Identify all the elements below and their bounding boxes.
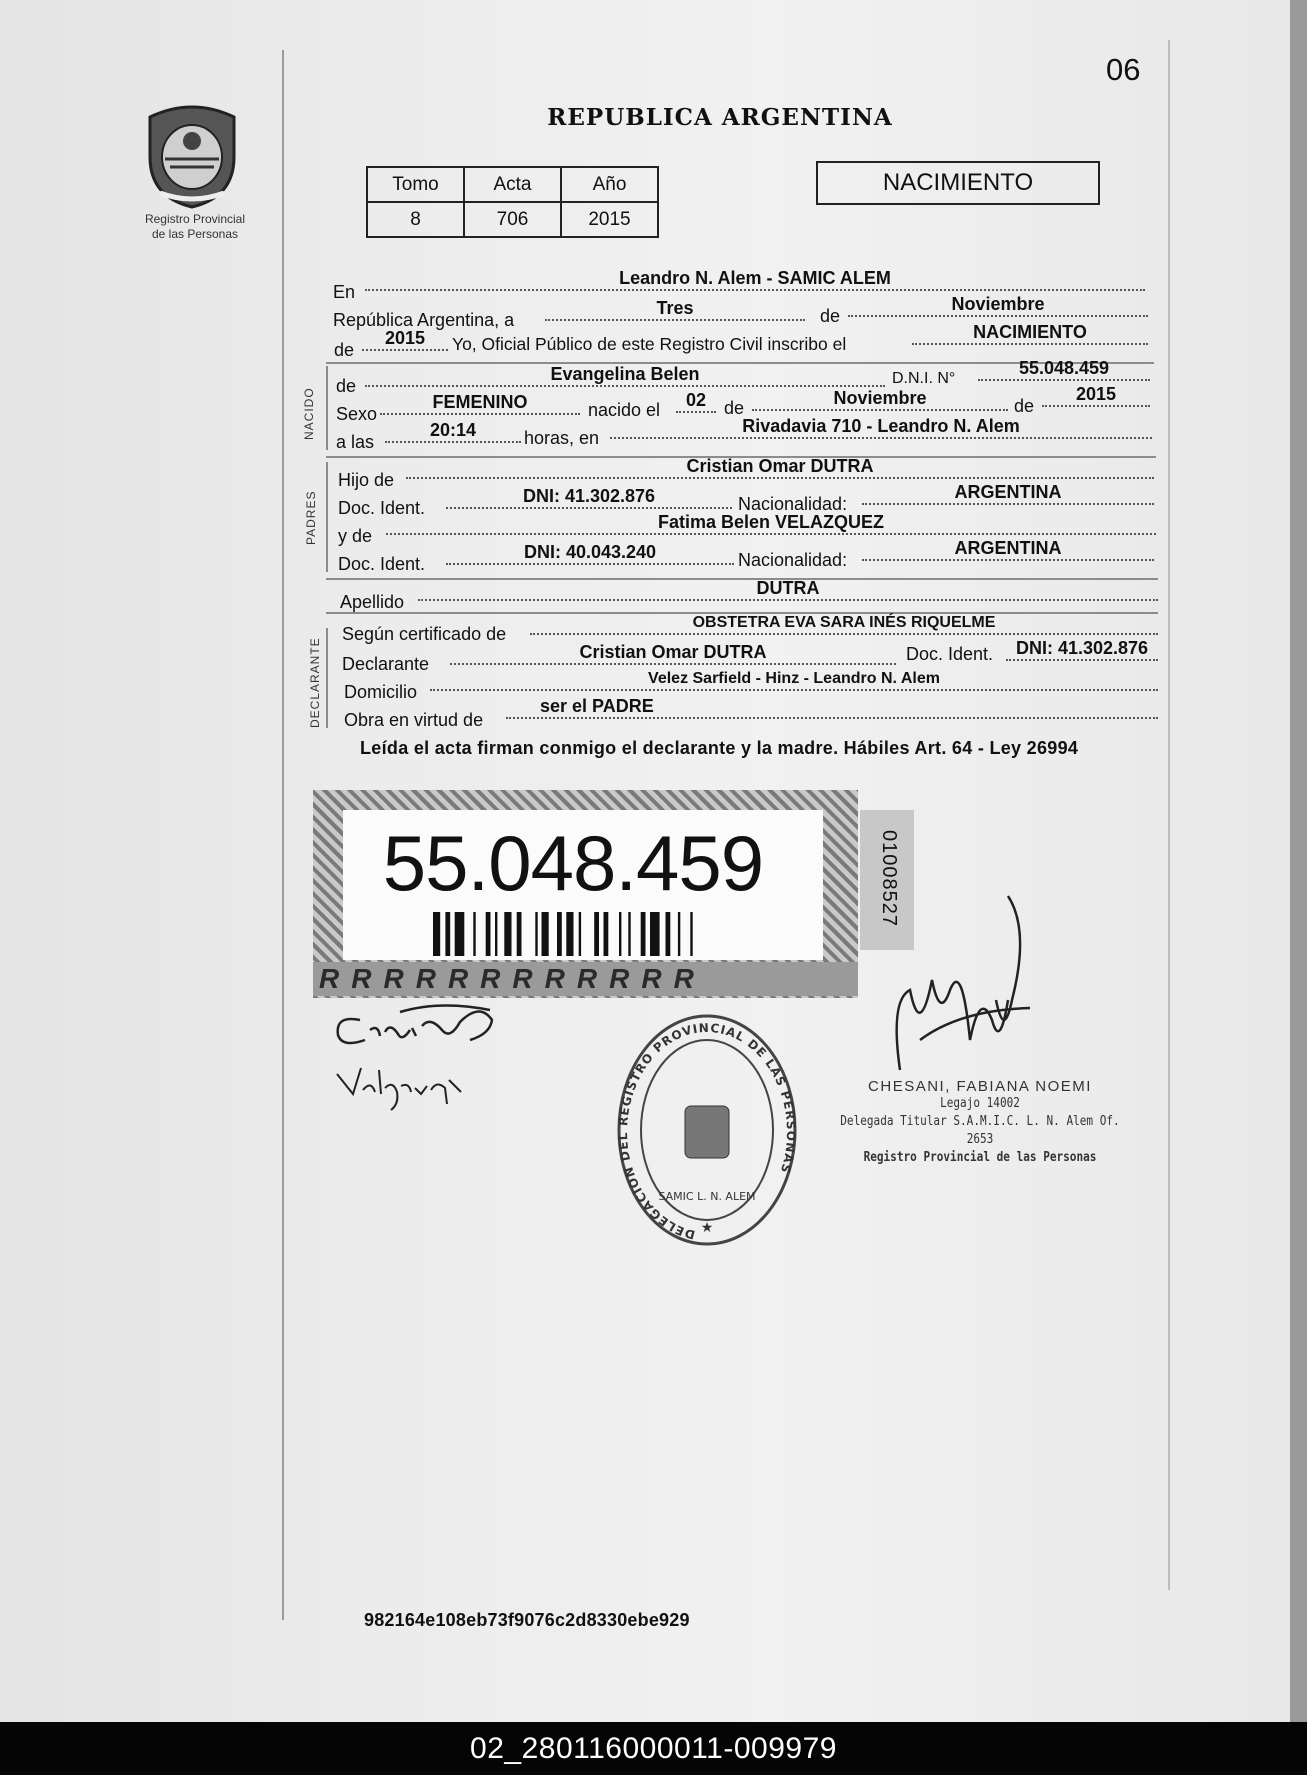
svg-text:★: ★ <box>700 1219 714 1235</box>
emblem-caption-line2: de las Personas <box>151 227 239 241</box>
record-value-tomo: 8 <box>367 202 464 237</box>
mother-nationality: ARGENTINA <box>862 536 1154 561</box>
svg-text:DELEGACION DEL REGISTRO PROVIN: DELEGACION DEL REGISTRO PROVINCIAL DE LAS PERSONAS <box>615 1020 799 1242</box>
record-type-box: NACIMIENTO <box>816 161 1100 205</box>
official-signature <box>880 890 1040 1075</box>
record-header-ano: Año <box>561 167 658 202</box>
hijo-label: Hijo de <box>338 470 395 490</box>
republica-label: República Argentina, a <box>333 310 515 330</box>
nacido-de3-label: de <box>1014 396 1035 416</box>
sexo-label: Sexo <box>336 404 378 424</box>
birth-time: 20:14 <box>385 418 521 443</box>
yde-label: y de <box>338 526 373 546</box>
yo-label: Yo, Oficial Público de este Registro Civil inscribo el <box>452 334 847 354</box>
alas-label: a las <box>336 432 375 452</box>
act-value: NACIMIENTO <box>912 320 1148 345</box>
delegation-seal <box>615 1010 800 1250</box>
dni-sticker <box>313 790 858 998</box>
declarante-doc-label: Doc. Ident. <box>906 644 994 664</box>
emblem-caption <box>120 212 270 242</box>
record-header-acta: Acta <box>464 167 561 202</box>
nacido-bar <box>326 366 328 450</box>
birth-year: 2015 <box>1042 382 1150 407</box>
sticker-r-letter: R <box>351 963 372 994</box>
declarante-side-label: DECLARANTE <box>308 637 322 728</box>
de2-label: de <box>334 340 355 360</box>
mother-name: Fatima Belen VELAZQUEZ <box>386 510 1156 535</box>
sticker-r-letter: R <box>609 963 630 994</box>
official-legajo: Legajo 14002 <box>940 1096 1020 1111</box>
padres-bar <box>326 462 328 572</box>
sticker-r-letter: R <box>576 963 598 994</box>
record-value-acta: 706 <box>464 202 561 237</box>
mother-nat-label: Nacionalidad: <box>738 550 848 570</box>
page-number: 06 <box>1106 52 1141 87</box>
day-value: Tres <box>545 296 805 321</box>
sticker-r-letter: R <box>512 963 533 994</box>
segun-label: Según certificado de <box>342 624 507 644</box>
sticker-r-letter: R <box>383 963 404 994</box>
sticker-r-letter: R <box>480 963 501 994</box>
domicilio-label: Domicilio <box>344 682 418 702</box>
child-dni: 55.048.459 <box>978 356 1150 381</box>
scan-edge <box>1290 0 1307 1722</box>
left-margin-line <box>282 50 284 1620</box>
dni-label: D.N.I. N° <box>892 370 956 387</box>
sticker-r-letter: R <box>447 963 469 994</box>
nacido-side-label: NACIDO <box>302 387 316 440</box>
obra-value: ser el PADRE <box>506 694 1158 719</box>
closing-text: Leída el acta firman conmigo el declarante y la madre. Hábiles Art. 64 - Ley 26994 <box>360 738 1079 758</box>
apellido-label: Apellido <box>340 592 405 612</box>
nacido-de2-label: de <box>724 398 745 418</box>
birth-day: 02 <box>676 388 716 413</box>
right-frame-line <box>1168 40 1170 1590</box>
mother-doc: DNI: 40.043.240 <box>446 540 734 565</box>
sexo-value: FEMENINO <box>380 390 580 415</box>
sticker-r-letter: R <box>641 963 662 994</box>
record-table <box>366 166 659 238</box>
record-value-ano: 2015 <box>561 202 658 237</box>
record-header-tomo: Tomo <box>367 167 464 202</box>
official-name: CHESANI, FABIANA NOEMI <box>868 1078 1092 1095</box>
official-org: Registro Provincial de las Personas <box>863 1150 1097 1165</box>
signature-2 <box>335 1060 465 1115</box>
declarante-name: Cristian Omar DUTRA <box>450 640 896 665</box>
month-value: Noviembre <box>848 292 1148 317</box>
sticker-label <box>343 810 823 960</box>
document-hash: 982164e108eb73f9076c2d8330ebe929 <box>364 1610 690 1630</box>
province-emblem-icon <box>140 97 244 209</box>
mother-doc-label: Doc. Ident. <box>338 554 426 574</box>
barcode-icon <box>433 912 753 956</box>
father-name: Cristian Omar DUTRA <box>406 454 1154 479</box>
de-label: de <box>820 306 841 326</box>
emblem-caption-line1: Registro Provincial <box>144 212 246 226</box>
declarante-bar <box>326 628 328 728</box>
en-label: En <box>333 282 356 302</box>
father-doc-label: Doc. Ident. <box>338 498 426 518</box>
apellido-value: DUTRA <box>418 576 1158 601</box>
nacido-el-label: nacido el <box>588 400 661 420</box>
padres-side-label: PADRES <box>304 490 318 545</box>
sticker-r-letter: R <box>415 963 436 994</box>
footer-id: 02_280116000011-009979 <box>470 1731 837 1765</box>
sticker-number: 55.048.459 <box>382 819 764 907</box>
nacido-de-label: de <box>336 376 357 396</box>
official-role: Delegada Titular S.A.M.I.C. L. N. Alem Of. 2653 <box>840 1114 1120 1147</box>
birth-month: Noviembre <box>752 386 1008 411</box>
sticker-serial: 01008527 <box>878 830 900 927</box>
sticker-r-letter: R <box>319 963 340 994</box>
domicilio-value: Velez Sarfield - Hinz - Leandro N. Alem <box>430 666 1158 691</box>
father-nat-label: Nacionalidad: <box>738 494 848 514</box>
place-value: Leandro N. Alem - SAMIC ALEM <box>365 266 1145 291</box>
father-nationality: ARGENTINA <box>862 480 1154 505</box>
year-value: 2015 <box>362 326 448 351</box>
horas-label: horas, en <box>524 428 600 448</box>
obra-label: Obra en virtud de <box>344 710 484 730</box>
father-doc: DNI: 41.302.876 <box>446 484 732 509</box>
footer-bar <box>0 1722 1307 1775</box>
sticker-r-strip <box>313 962 858 996</box>
child-name: Evangelina Belen <box>365 362 885 387</box>
declarante-label: Declarante <box>342 654 430 674</box>
official-block <box>815 1078 1145 1167</box>
birth-place: Rivadavia 710 - Leandro N. Alem <box>610 414 1152 439</box>
svg-text:SAMIC L. N. ALEM: SAMIC L. N. ALEM <box>658 1190 756 1203</box>
declarante-doc: DNI: 41.302.876 <box>1006 636 1158 661</box>
sticker-r-letter: R <box>544 963 565 994</box>
sticker-r-letter: R <box>673 963 694 994</box>
document-title: REPUBLICA ARGENTINA <box>547 104 893 131</box>
certificate-value: OBSTETRA EVA SARA INÉS RIQUELME <box>530 610 1158 635</box>
